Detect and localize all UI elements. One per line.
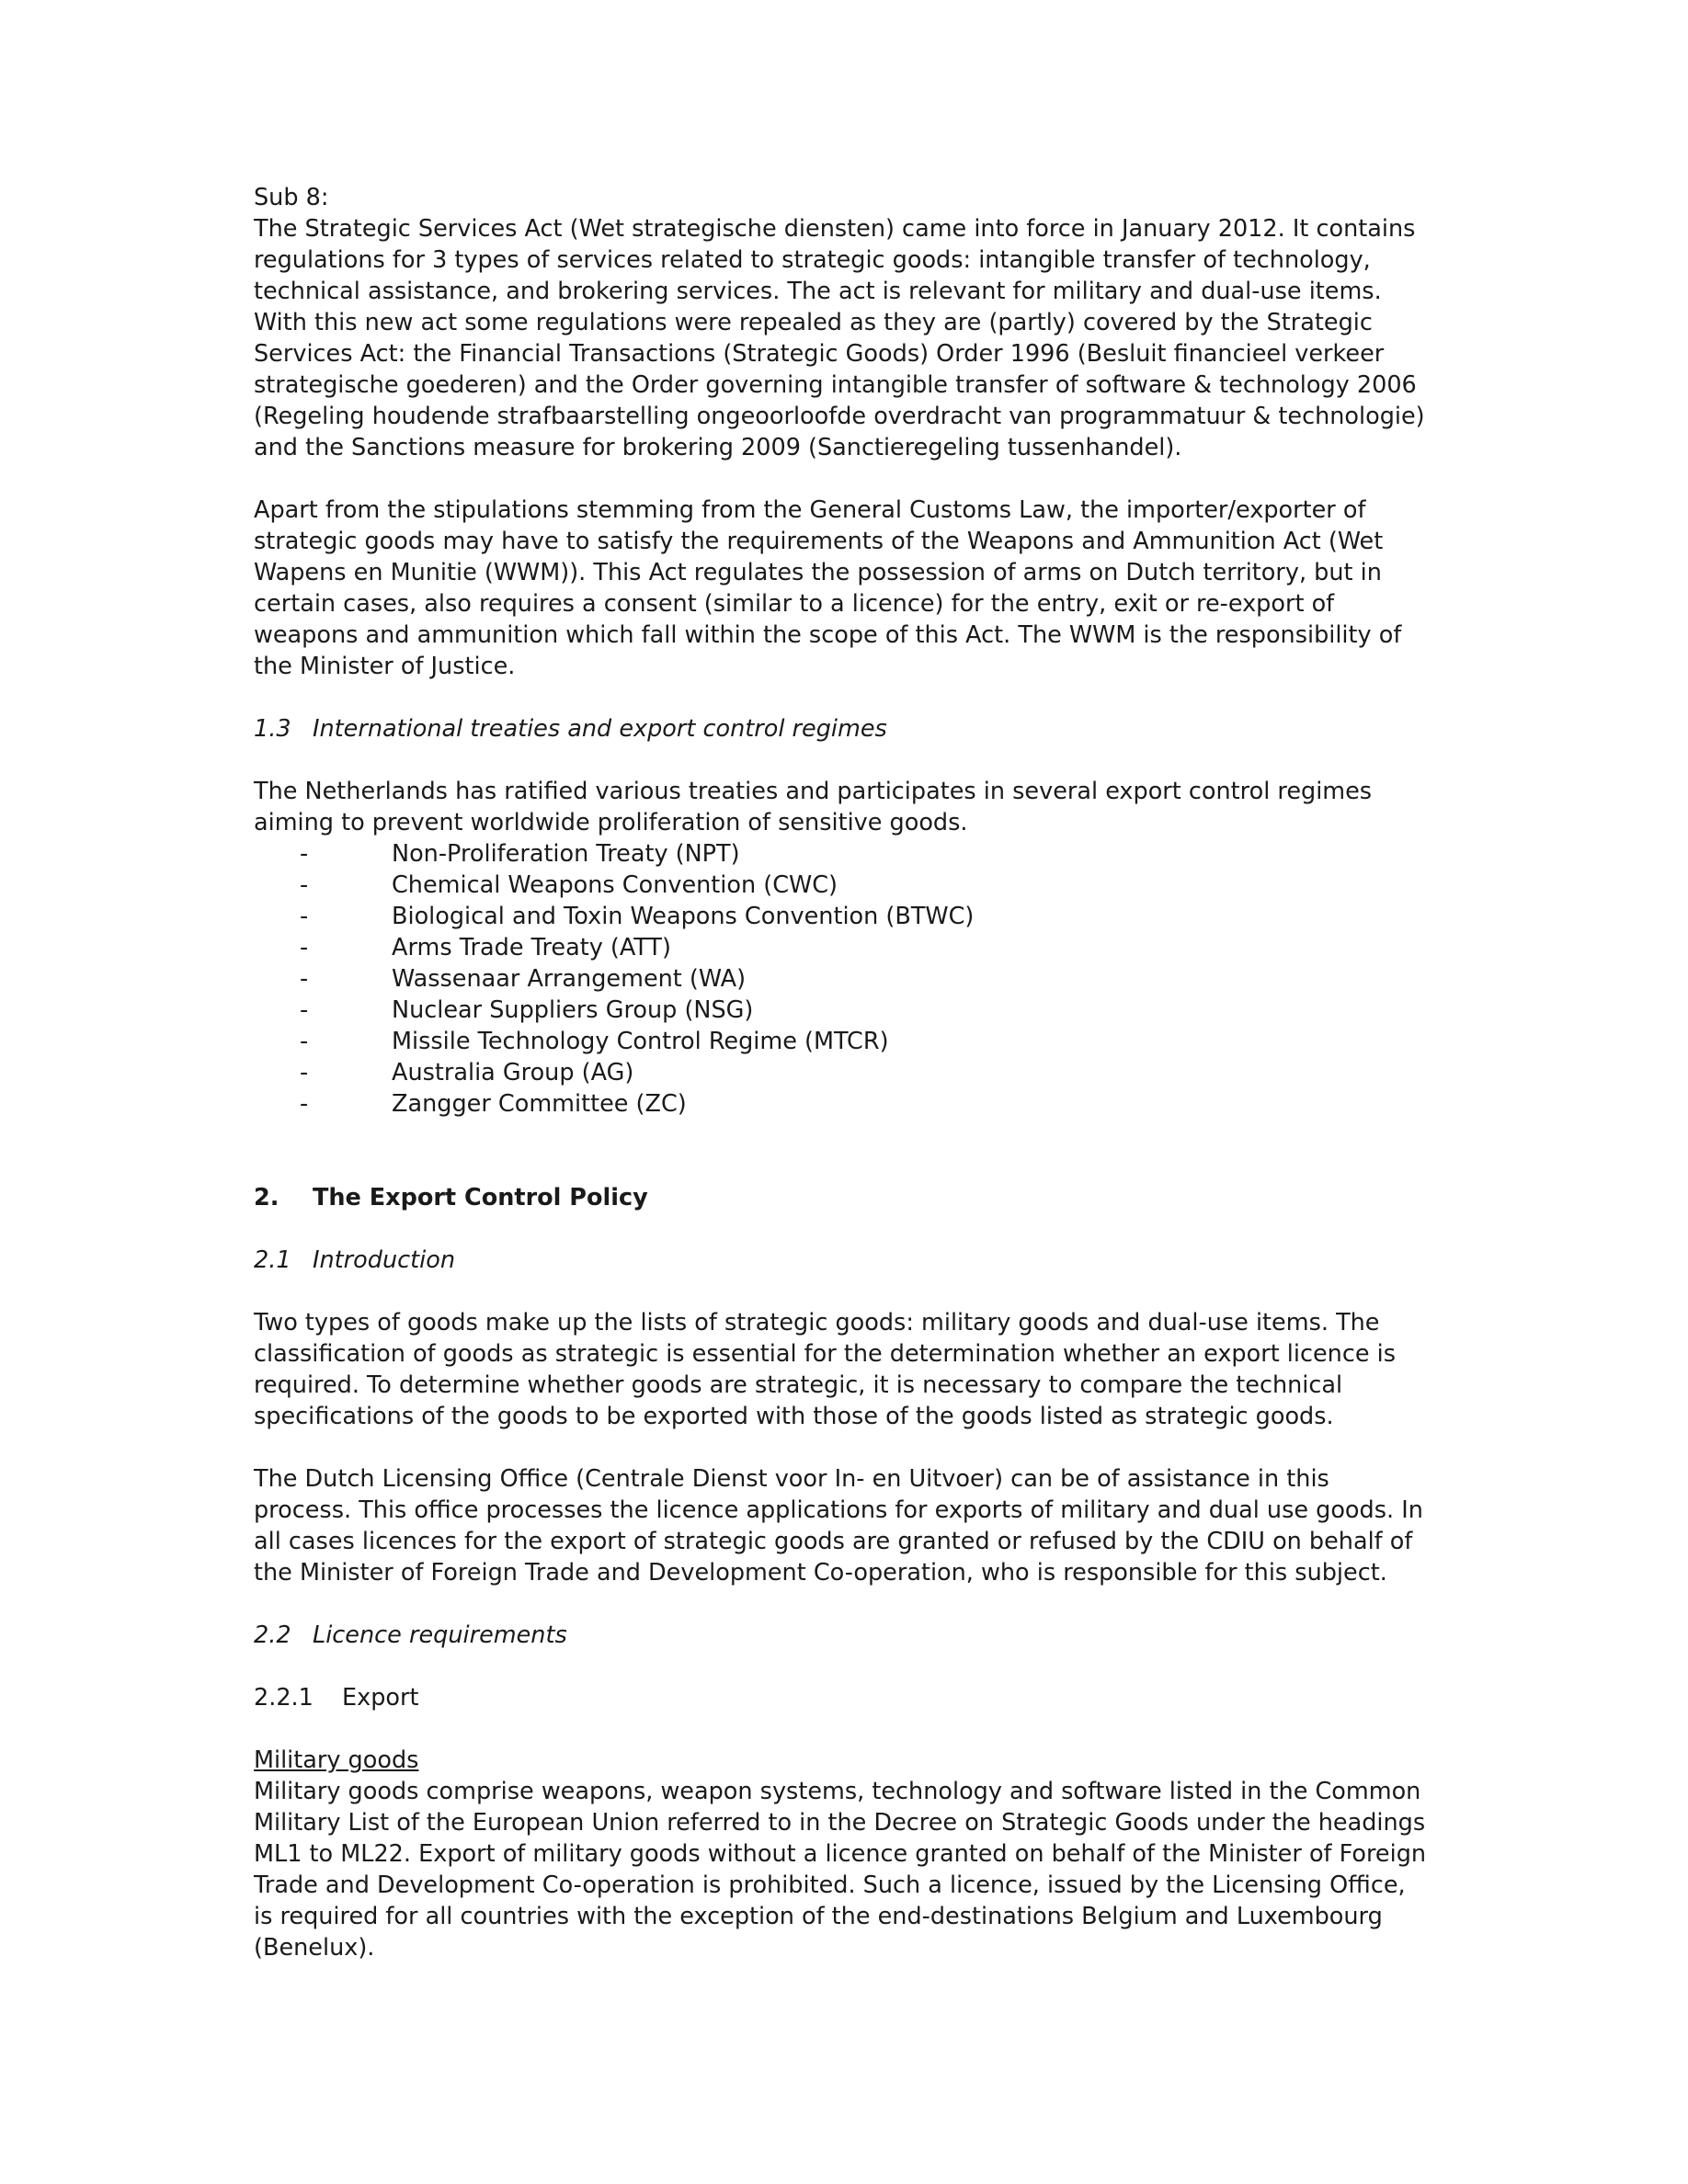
paragraph-line: classification of goods as strategic is essential for the determination whether an export licence is — [254, 1340, 1397, 1368]
subsection-heading-2-2-1 — [254, 1682, 1440, 1713]
paragraph-line: Two types of goods make up the lists of strategic goods: military goods and dual-use items. The — [254, 1309, 1380, 1337]
paragraph-line: the Minister of Justice. — [254, 653, 516, 680]
paragraph-line: is required for all countries with the exception of the end-destinations Belgium and Luxembourg — [254, 1903, 1383, 1930]
paragraph-line: all cases licences for the export of strategic goods are granted or refused by the CDIU on behalf of — [254, 1528, 1413, 1555]
chapter-title: The Export Control Policy — [313, 1184, 648, 1211]
bullet-dash: - — [300, 840, 309, 868]
list-item-text: Zangger Committee (ZC) — [392, 1090, 687, 1118]
chapter-number: 2. — [254, 1184, 279, 1211]
list-item-text: Non-Proliferation Treaty (NPT) — [392, 840, 740, 868]
paragraph-line: Military List of the European Union referred to in the Decree on Strategic Goods under the headings — [254, 1809, 1426, 1837]
list-item — [254, 870, 1440, 901]
bullet-dash: - — [300, 934, 309, 961]
paragraph-line: process. This office processes the licence applications for exports of military and dual use goods. In — [254, 1496, 1423, 1524]
paragraph-line: regulations for 3 types of services related to strategic goods: intangible transfer of technology, — [254, 246, 1371, 274]
paragraph-line: and the Sanctions measure for brokering 2009 (Sanctieregeling tussenhandel). — [254, 434, 1182, 461]
paragraph-line: ML1 to ML22. Export of military goods without a licence granted on behalf of the Minister of Foreign — [254, 1840, 1427, 1868]
bullet-dash: - — [300, 1090, 309, 1118]
bullet-dash: - — [300, 996, 309, 1024]
list-item — [254, 932, 1440, 963]
list-item — [254, 901, 1440, 932]
bullet-dash: - — [300, 1059, 309, 1086]
list-item-text: Wassenaar Arrangement (WA) — [392, 965, 747, 993]
paragraph-line: technical assistance, and brokering services. The act is relevant for military and dual-use items. — [254, 278, 1382, 305]
paragraph-line: specifications of the goods to be exported with those of the goods listed as strategic goods. — [254, 1403, 1334, 1430]
chapter-heading-2 — [254, 1182, 1440, 1213]
wwm-paragraph — [254, 495, 1440, 682]
list-item-text: Arms Trade Treaty (ATT) — [392, 934, 671, 961]
sub8-paragraph — [254, 182, 1440, 463]
section-heading-2-2 — [254, 1620, 1440, 1651]
paragraph-line: certain cases, also requires a consent (similar to a licence) for the entry, exit or re-export of — [254, 590, 1335, 618]
section-title: International treaties and export control regimes — [313, 715, 887, 743]
paragraph-line: aiming to prevent worldwide proliferation of sensitive goods. — [254, 809, 968, 836]
paragraph-line: Military goods comprise weapons, weapon systems, technology and software listed in the Common — [254, 1778, 1421, 1805]
bullet-dash: - — [300, 903, 309, 930]
sub8-label: Sub 8: — [254, 184, 329, 211]
list-item — [254, 963, 1440, 995]
introduction-paragraph-2 — [254, 1463, 1440, 1588]
paragraph-line: the Minister of Foreign Trade and Development Co-operation, who is responsible for this subject. — [254, 1559, 1387, 1587]
subsection-number: 2.2.1 — [254, 1684, 314, 1712]
paragraph-line: The Netherlands has ratified various treaties and participates in several export control regimes — [254, 778, 1373, 805]
list-item — [254, 1057, 1440, 1088]
subsection-title: Export — [342, 1684, 419, 1712]
paragraph-line: Services Act: the Financial Transactions (Strategic Goods) Order 1996 (Besluit financieel verkeer — [254, 340, 1385, 368]
section-number: 1.3 — [254, 715, 291, 743]
paragraph-line: Apart from the stipulations stemming from the General Customs Law, the importer/exporter of — [254, 496, 1366, 524]
bullet-dash: - — [300, 871, 309, 899]
paragraph-line: Trade and Development Co-operation is prohibited. Such a licence, issued by the Licensing Office, — [254, 1871, 1406, 1899]
list-item-text: Nuclear Suppliers Group (NSG) — [392, 996, 754, 1024]
paragraph-line: Wapens en Munitie (WWM)). This Act regulates the possession of arms on Dutch territory, but in — [254, 559, 1382, 586]
list-item — [254, 995, 1440, 1026]
paragraph-line: (Benelux). — [254, 1934, 375, 1962]
paragraph-line: strategische goederen) and the Order governing intangible transfer of software & technology 2006 — [254, 371, 1417, 399]
military-goods-heading: Military goods — [254, 1746, 419, 1774]
list-item-text: Missile Technology Control Regime (MTCR) — [392, 1028, 889, 1055]
paragraph-line: The Dutch Licensing Office (Centrale Dienst voor In- en Uitvoer) can be of assistance in this — [254, 1465, 1329, 1493]
section-number: 2.2 — [254, 1621, 291, 1649]
treaties-list — [254, 838, 1440, 1120]
paragraph-line: strategic goods may have to satisfy the requirements of the Weapons and Ammunition Act (Wet — [254, 528, 1384, 555]
section-number: 2.1 — [254, 1246, 291, 1274]
paragraph-line: weapons and ammunition which fall within the scope of this Act. The WWM is the responsibility of — [254, 621, 1402, 649]
section-title: Licence requirements — [313, 1621, 567, 1649]
introduction-paragraph-1 — [254, 1307, 1440, 1432]
document-page — [254, 182, 1440, 1963]
list-item — [254, 838, 1440, 870]
paragraph-line: With this new act some regulations were repealed as they are (partly) covered by the Strategic — [254, 309, 1373, 336]
section-heading-2-1 — [254, 1245, 1440, 1276]
list-item-text: Australia Group (AG) — [392, 1059, 634, 1086]
paragraph-line: The Strategic Services Act (Wet strategische diensten) came into force in January 2012. It contains — [254, 215, 1416, 243]
treaties-intro — [254, 776, 1440, 838]
bullet-dash: - — [300, 965, 309, 993]
list-item-text: Biological and Toxin Weapons Convention (BTWC) — [392, 903, 975, 930]
list-item — [254, 1026, 1440, 1057]
section-title: Introduction — [313, 1246, 455, 1274]
section-heading-1-3 — [254, 713, 1440, 745]
military-goods-paragraph — [254, 1745, 1440, 1963]
bullet-dash: - — [300, 1028, 309, 1055]
list-item-text: Chemical Weapons Convention (CWC) — [392, 871, 838, 899]
paragraph-line: (Regeling houdende strafbaarstelling ongeoorloofde overdracht van programmatuur & technologie) — [254, 403, 1425, 430]
paragraph-line: required. To determine whether goods are strategic, it is necessary to compare the technical — [254, 1371, 1343, 1399]
list-item — [254, 1088, 1440, 1120]
